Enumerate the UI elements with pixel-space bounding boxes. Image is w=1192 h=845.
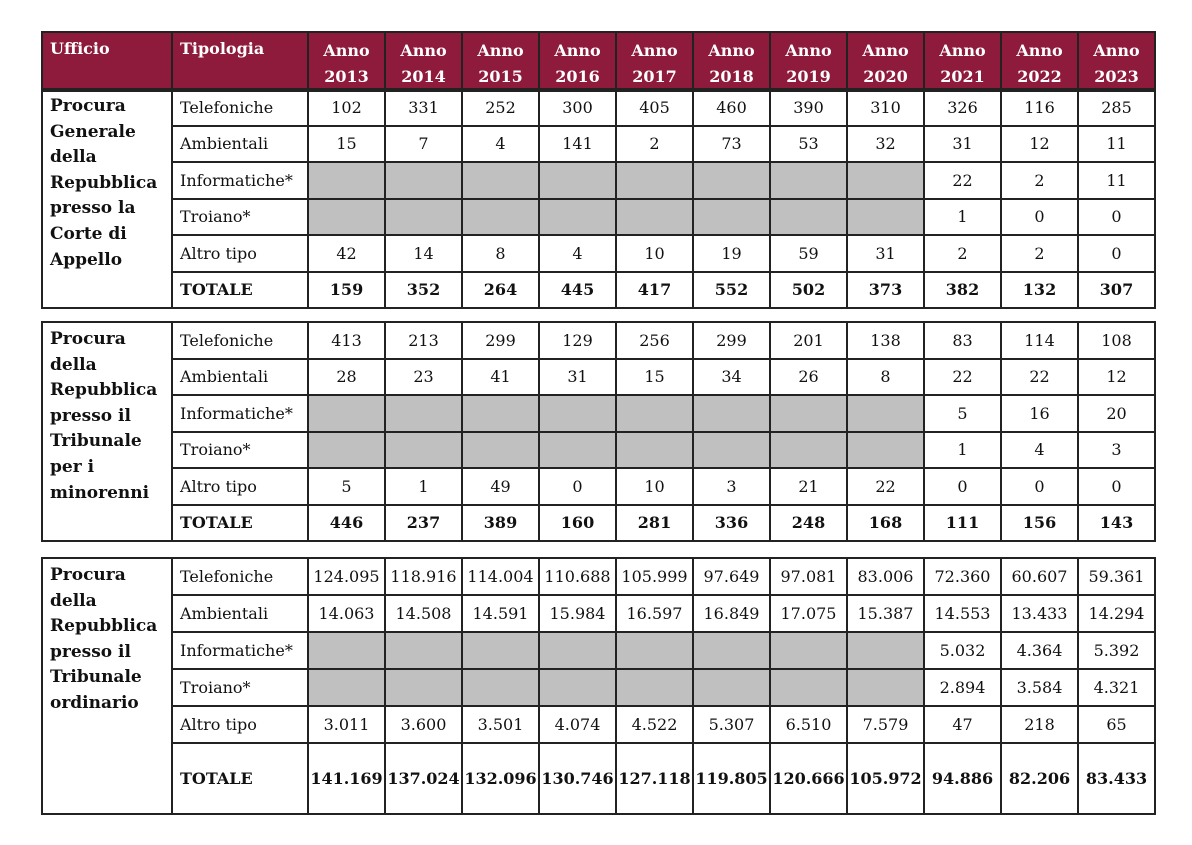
value-cell: 2 [1001,235,1078,272]
value-cell: 1 [924,432,1001,469]
header-year: Anno 2023 [1078,32,1155,91]
value-cell: 124.095 [308,558,385,595]
value-cell: 17.075 [770,595,847,632]
table-row [42,595,1155,632]
empty-cell [693,632,770,669]
value-cell: 22 [924,162,1001,199]
value-cell: 15.984 [539,595,616,632]
empty-cell [539,199,616,236]
section-procura-minorenni [41,321,1156,542]
type-label: Altro tipo [172,706,308,743]
value-cell: 405 [616,89,693,126]
value-cell: 264 [462,272,539,309]
empty-cell [308,432,385,469]
total-row [42,272,1155,309]
empty-cell [616,432,693,469]
empty-cell [770,199,847,236]
type-label: Telefoniche [172,558,308,595]
value-cell: 4.074 [539,706,616,743]
value-cell: 138 [847,322,924,359]
empty-cell [616,395,693,432]
value-cell: 4 [539,235,616,272]
value-cell: 111 [924,505,1001,542]
value-cell: 446 [308,505,385,542]
value-cell: 41 [462,359,539,396]
value-cell: 16 [1001,395,1078,432]
value-cell: 114 [1001,322,1078,359]
table-row [42,468,1155,505]
value-cell: 3.501 [462,706,539,743]
section-procura-generale [41,88,1156,309]
empty-cell [385,395,462,432]
value-cell: 336 [693,505,770,542]
value-cell: 15 [308,126,385,163]
value-cell: 248 [770,505,847,542]
value-cell: 97.081 [770,558,847,595]
type-label: Telefoniche [172,89,308,126]
header-year: Anno 2022 [1001,32,1078,91]
empty-cell [462,669,539,706]
value-cell: 65 [1078,706,1155,743]
value-cell: 137.024 [385,743,462,814]
value-cell: 20 [1078,395,1155,432]
value-cell: 73 [693,126,770,163]
type-label: Telefoniche [172,322,308,359]
value-cell: 22 [1001,359,1078,396]
header-year: Anno 2017 [616,32,693,91]
empty-cell [770,669,847,706]
empty-cell [693,199,770,236]
empty-cell [308,162,385,199]
empty-cell [616,199,693,236]
value-cell: 4 [462,126,539,163]
value-cell: 22 [847,468,924,505]
value-cell: 10 [616,235,693,272]
value-cell: 97.649 [693,558,770,595]
value-cell: 3.011 [308,706,385,743]
value-cell: 83.006 [847,558,924,595]
header-row [42,32,1155,91]
empty-cell [539,632,616,669]
empty-cell [385,669,462,706]
value-cell: 156 [1001,505,1078,542]
empty-cell [308,632,385,669]
value-cell: 119.805 [693,743,770,814]
empty-cell [616,632,693,669]
type-label: Troiano* [172,199,308,236]
table-row [42,235,1155,272]
value-cell: 307 [1078,272,1155,309]
value-cell: 11 [1078,162,1155,199]
value-cell: 105.999 [616,558,693,595]
type-label: Troiano* [172,432,308,469]
value-cell: 22 [924,359,1001,396]
value-cell: 5.392 [1078,632,1155,669]
value-cell: 0 [1078,199,1155,236]
value-cell: 331 [385,89,462,126]
value-cell: 2 [924,235,1001,272]
type-label: Ambientali [172,126,308,163]
empty-cell [847,162,924,199]
value-cell: 0 [1001,468,1078,505]
value-cell: 83 [924,322,1001,359]
empty-cell [462,632,539,669]
value-cell: 102 [308,89,385,126]
type-label: Ambientali [172,359,308,396]
value-cell: 59.361 [1078,558,1155,595]
section-procura-ordinario [41,557,1156,815]
type-label: TOTALE [172,743,308,814]
type-label: Ambientali [172,595,308,632]
table-row [42,322,1155,359]
value-cell: 59 [770,235,847,272]
value-cell: 159 [308,272,385,309]
empty-cell [847,632,924,669]
table-row [42,199,1155,236]
type-label: Altro tipo [172,235,308,272]
value-cell: 0 [924,468,1001,505]
value-cell: 8 [462,235,539,272]
value-cell: 14.294 [1078,595,1155,632]
empty-cell [462,395,539,432]
header-type: Tipologia [172,32,308,91]
header-year: Anno 2019 [770,32,847,91]
value-cell: 42 [308,235,385,272]
empty-cell [847,432,924,469]
value-cell: 132.096 [462,743,539,814]
value-cell: 26 [770,359,847,396]
value-cell: 417 [616,272,693,309]
empty-cell [308,669,385,706]
empty-cell [693,395,770,432]
value-cell: 31 [847,235,924,272]
value-cell: 5.032 [924,632,1001,669]
header-year: Anno 2021 [924,32,1001,91]
value-cell: 118.916 [385,558,462,595]
value-cell: 130.746 [539,743,616,814]
value-cell: 552 [693,272,770,309]
table-row [42,89,1155,126]
office-name: Procura della Repubblica presso il Tribunale ordinario [42,558,172,814]
value-cell: 382 [924,272,1001,309]
value-cell: 3 [1078,432,1155,469]
value-cell: 0 [1078,468,1155,505]
value-cell: 3 [693,468,770,505]
value-cell: 2 [616,126,693,163]
table-row [42,395,1155,432]
table-header [41,31,1156,92]
value-cell: 2 [1001,162,1078,199]
value-cell: 389 [462,505,539,542]
value-cell: 8 [847,359,924,396]
value-cell: 13.433 [1001,595,1078,632]
value-cell: 3.584 [1001,669,1078,706]
value-cell: 237 [385,505,462,542]
value-cell: 14.508 [385,595,462,632]
value-cell: 6.510 [770,706,847,743]
empty-cell [539,669,616,706]
value-cell: 460 [693,89,770,126]
value-cell: 7.579 [847,706,924,743]
value-cell: 114.004 [462,558,539,595]
value-cell: 326 [924,89,1001,126]
empty-cell [385,162,462,199]
table-row [42,359,1155,396]
value-cell: 21 [770,468,847,505]
empty-cell [770,162,847,199]
header-year: Anno 2018 [693,32,770,91]
value-cell: 4.321 [1078,669,1155,706]
table-row [42,669,1155,706]
value-cell: 14.553 [924,595,1001,632]
type-label: Informatiche* [172,632,308,669]
value-cell: 14 [385,235,462,272]
value-cell: 28 [308,359,385,396]
value-cell: 2.894 [924,669,1001,706]
value-cell: 502 [770,272,847,309]
value-cell: 143 [1078,505,1155,542]
empty-cell [385,432,462,469]
office-name: Procura Generale della Repubblica presso la Corte di Appello [42,89,172,308]
empty-cell [308,199,385,236]
value-cell: 141.169 [308,743,385,814]
empty-cell [539,432,616,469]
empty-cell [539,395,616,432]
value-cell: 15.387 [847,595,924,632]
value-cell: 16.597 [616,595,693,632]
value-cell: 373 [847,272,924,309]
empty-cell [847,199,924,236]
empty-cell [847,395,924,432]
empty-cell [462,432,539,469]
value-cell: 390 [770,89,847,126]
value-cell: 300 [539,89,616,126]
value-cell: 32 [847,126,924,163]
header-year: Anno 2020 [847,32,924,91]
value-cell: 34 [693,359,770,396]
value-cell: 110.688 [539,558,616,595]
empty-cell [385,199,462,236]
total-row [42,743,1155,814]
empty-cell [693,432,770,469]
type-label: Informatiche* [172,395,308,432]
value-cell: 47 [924,706,1001,743]
table-row [42,558,1155,595]
empty-cell [770,395,847,432]
value-cell: 252 [462,89,539,126]
value-cell: 5.307 [693,706,770,743]
value-cell: 3.600 [385,706,462,743]
empty-cell [616,162,693,199]
header-year: Anno 2016 [539,32,616,91]
value-cell: 82.206 [1001,743,1078,814]
header-year: Anno 2013 [308,32,385,91]
value-cell: 0 [1001,199,1078,236]
value-cell: 141 [539,126,616,163]
empty-cell [616,669,693,706]
value-cell: 413 [308,322,385,359]
empty-cell [693,162,770,199]
empty-cell [770,632,847,669]
value-cell: 12 [1001,126,1078,163]
value-cell: 7 [385,126,462,163]
value-cell: 310 [847,89,924,126]
empty-cell [308,395,385,432]
value-cell: 127.118 [616,743,693,814]
value-cell: 60.607 [1001,558,1078,595]
value-cell: 445 [539,272,616,309]
type-label: TOTALE [172,272,308,309]
type-label: Troiano* [172,669,308,706]
header-year: Anno 2015 [462,32,539,91]
value-cell: 94.886 [924,743,1001,814]
value-cell: 1 [385,468,462,505]
value-cell: 0 [539,468,616,505]
empty-cell [385,632,462,669]
empty-cell [539,162,616,199]
type-label: Altro tipo [172,468,308,505]
value-cell: 10 [616,468,693,505]
empty-cell [462,199,539,236]
value-cell: 299 [462,322,539,359]
value-cell: 15 [616,359,693,396]
value-cell: 1 [924,199,1001,236]
value-cell: 49 [462,468,539,505]
value-cell: 31 [539,359,616,396]
value-cell: 120.666 [770,743,847,814]
table-row [42,162,1155,199]
value-cell: 299 [693,322,770,359]
value-cell: 105.972 [847,743,924,814]
empty-cell [847,669,924,706]
value-cell: 108 [1078,322,1155,359]
value-cell: 53 [770,126,847,163]
type-label: TOTALE [172,505,308,542]
value-cell: 19 [693,235,770,272]
empty-cell [693,669,770,706]
value-cell: 213 [385,322,462,359]
value-cell: 31 [924,126,1001,163]
value-cell: 16.849 [693,595,770,632]
empty-cell [770,432,847,469]
value-cell: 5 [924,395,1001,432]
value-cell: 5 [308,468,385,505]
value-cell: 256 [616,322,693,359]
value-cell: 72.360 [924,558,1001,595]
value-cell: 201 [770,322,847,359]
value-cell: 12 [1078,359,1155,396]
value-cell: 83.433 [1078,743,1155,814]
value-cell: 132 [1001,272,1078,309]
header-office: Ufficio [42,32,172,91]
value-cell: 129 [539,322,616,359]
empty-cell [462,162,539,199]
type-label: Informatiche* [172,162,308,199]
value-cell: 4.522 [616,706,693,743]
table-row [42,432,1155,469]
value-cell: 14.591 [462,595,539,632]
value-cell: 285 [1078,89,1155,126]
value-cell: 116 [1001,89,1078,126]
value-cell: 14.063 [308,595,385,632]
table-row [42,126,1155,163]
header-year: Anno 2014 [385,32,462,91]
value-cell: 4 [1001,432,1078,469]
value-cell: 281 [616,505,693,542]
value-cell: 218 [1001,706,1078,743]
total-row [42,505,1155,542]
value-cell: 352 [385,272,462,309]
value-cell: 4.364 [1001,632,1078,669]
office-name: Procura della Repubblica presso il Tribunale per i minorenni [42,322,172,541]
table-row [42,632,1155,669]
value-cell: 11 [1078,126,1155,163]
value-cell: 23 [385,359,462,396]
value-cell: 168 [847,505,924,542]
value-cell: 160 [539,505,616,542]
value-cell: 0 [1078,235,1155,272]
table-row [42,706,1155,743]
